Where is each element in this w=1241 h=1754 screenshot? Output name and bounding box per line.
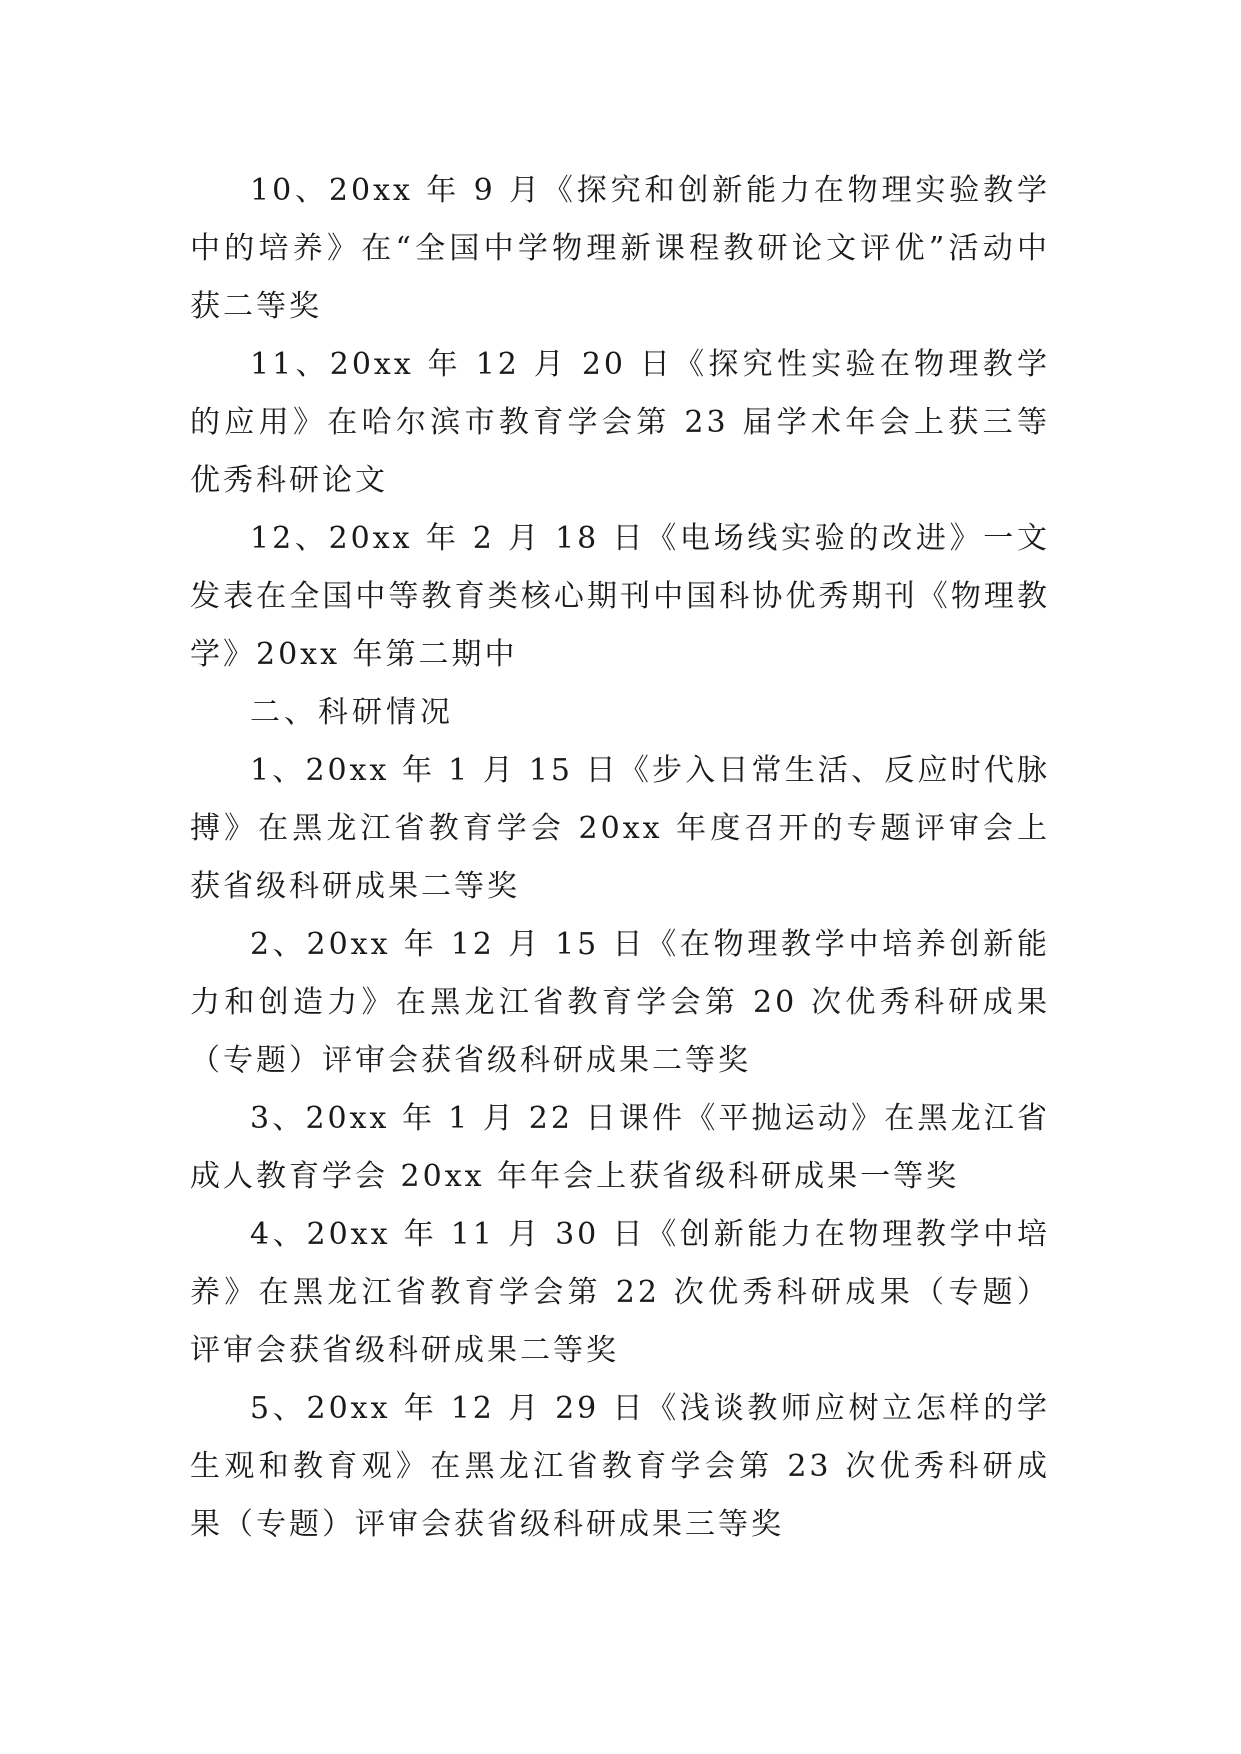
award-item-10: 10、20xx 年 9 月《探究和创新能力在物理实验教学中的培养》在“全国中学物理新课程教研论文评优”活动中获二等奖 [190, 173, 1050, 324]
award-item-12: 12、20xx 年 2 月 18 日《电场线实验的改进》一文发表在全国中等教育类核心期刊中国科协优秀期刊《物理教学》20xx 年第二期中 [190, 521, 1050, 672]
research-item-5: 5、20xx 年 12 月 29 日《浅谈教师应树立怎样的学生观和教育观》在黑龙江省教育学会第 23 次优秀科研成果（专题）评审会获省级科研成果三等奖 [190, 1391, 1050, 1542]
section-heading-research: 二、科研情况 [250, 695, 454, 730]
research-item-2: 2、20xx 年 12 月 15 日《在物理教学中培养创新能力和创造力》在黑龙江省教育学会第 20 次优秀科研成果（专题）评审会获省级科研成果二等奖 [190, 927, 1050, 1078]
research-item-4: 4、20xx 年 11 月 30 日《创新能力在物理教学中培养》在黑龙江省教育学会第 22 次优秀科研成果（专题）评审会获省级科研成果二等奖 [190, 1217, 1050, 1368]
research-item-3: 3、20xx 年 1 月 22 日课件《平抛运动》在黑龙江省成人教育学会 20xx 年年会上获省级科研成果一等奖 [190, 1101, 1050, 1194]
award-item-11: 11、20xx 年 12 月 20 日《探究性实验在物理教学的应用》在哈尔滨市教育学会第 23 届学术年会上获三等优秀科研论文 [190, 347, 1050, 498]
document-page [190, 162, 1050, 1554]
research-item-1: 1、20xx 年 1 月 15 日《步入日常生活、反应时代脉搏》在黑龙江省教育学会 20xx 年度召开的专题评审会上获省级科研成果二等奖 [190, 753, 1050, 904]
